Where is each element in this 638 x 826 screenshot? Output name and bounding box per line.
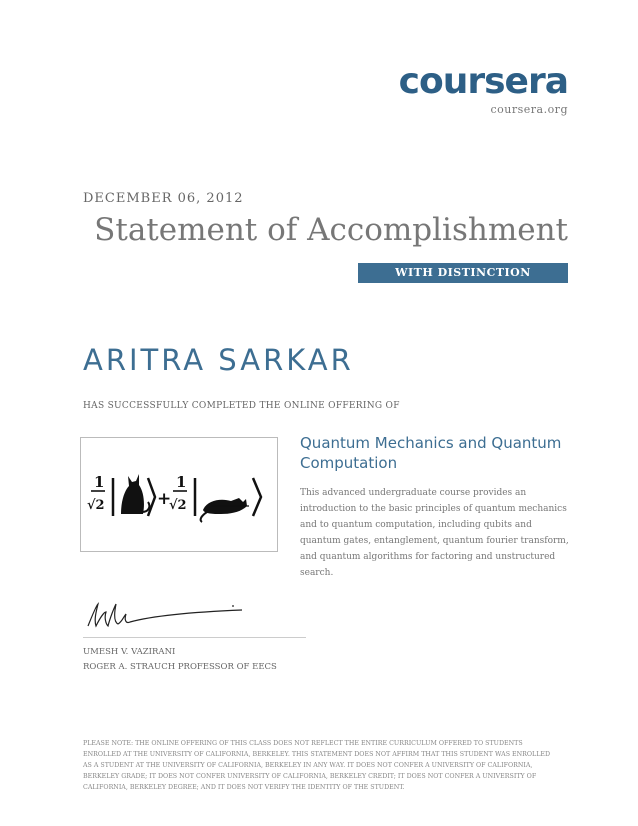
certificate-title: Statement of Accomplishment: [94, 212, 568, 248]
distinction-badge: WITH DISTINCTION: [358, 263, 568, 283]
svg-text:+: +: [157, 489, 172, 509]
signature-line: [83, 637, 306, 638]
issue-date: DECEMBER 06, 2012: [83, 191, 244, 206]
svg-text:1: 1: [176, 473, 187, 491]
coursera-logo: [399, 62, 568, 116]
svg-text:1: 1: [94, 473, 105, 491]
course-description: This advanced undergraduate course provides an introduction to the basic principles of quantum mechanics and to quantum computation, including qubits and quantum gates, entanglement, quantum fourier transform, and quantum algorithms for factoring and unstructured search.: [300, 488, 569, 578]
svg-text:√2: √2: [87, 498, 105, 513]
signer-name: UMESH V. VAZIRANI: [83, 647, 176, 657]
svg-text:√2: √2: [169, 498, 187, 513]
disclaimer-note: PLEASE NOTE: THE ONLINE OFFERING OF THIS CLASS DOES NOT REFLECT THE ENTIRE CURRICULUM OFFERED TO STUDENTS ENROLLED AT THE UNIVERSITY OF CALIFORNIA, BERKELEY. THIS STATEMENT DOES NOT AFFIRM THAT THIS STUDENT WAS ENROLLED AS A STUDENT AT THE UNIVERSITY OF CALIFORNIA, BERKELEY IN ANY WAY. IT DOES NOT CONFER A UNIVERSITY OF CALIFORNIA, BERKELEY GRADE; IT DOES NOT CONFER UNIVERSITY OF CALIFORNIA, BERKELEY CREDIT; IT DOES NOT CONFER A UNIVERSITY OF CALIFORNIA, BERKELEY DEGREE; AND IT DOES NOT VERIFY THE IDENTITY OF THE STUDENT.: [83, 740, 551, 791]
completion-statement: HAS SUCCESSFULLY COMPLETED THE ONLINE OFFERING OF: [83, 401, 400, 411]
recipient-name: ARITRA SARKAR: [83, 343, 354, 377]
signature-image: [82, 598, 252, 638]
course-image: [80, 437, 278, 552]
course-title: Quantum Mechanics and Quantum Computation: [300, 434, 562, 472]
schrodinger-cat-superposition-icon: [81, 438, 277, 551]
logo-url: coursera.org: [490, 103, 568, 116]
signer-title: ROGER A. STRAUCH PROFESSOR OF EECS: [83, 662, 277, 672]
logo-wordmark: coursera: [398, 61, 568, 102]
